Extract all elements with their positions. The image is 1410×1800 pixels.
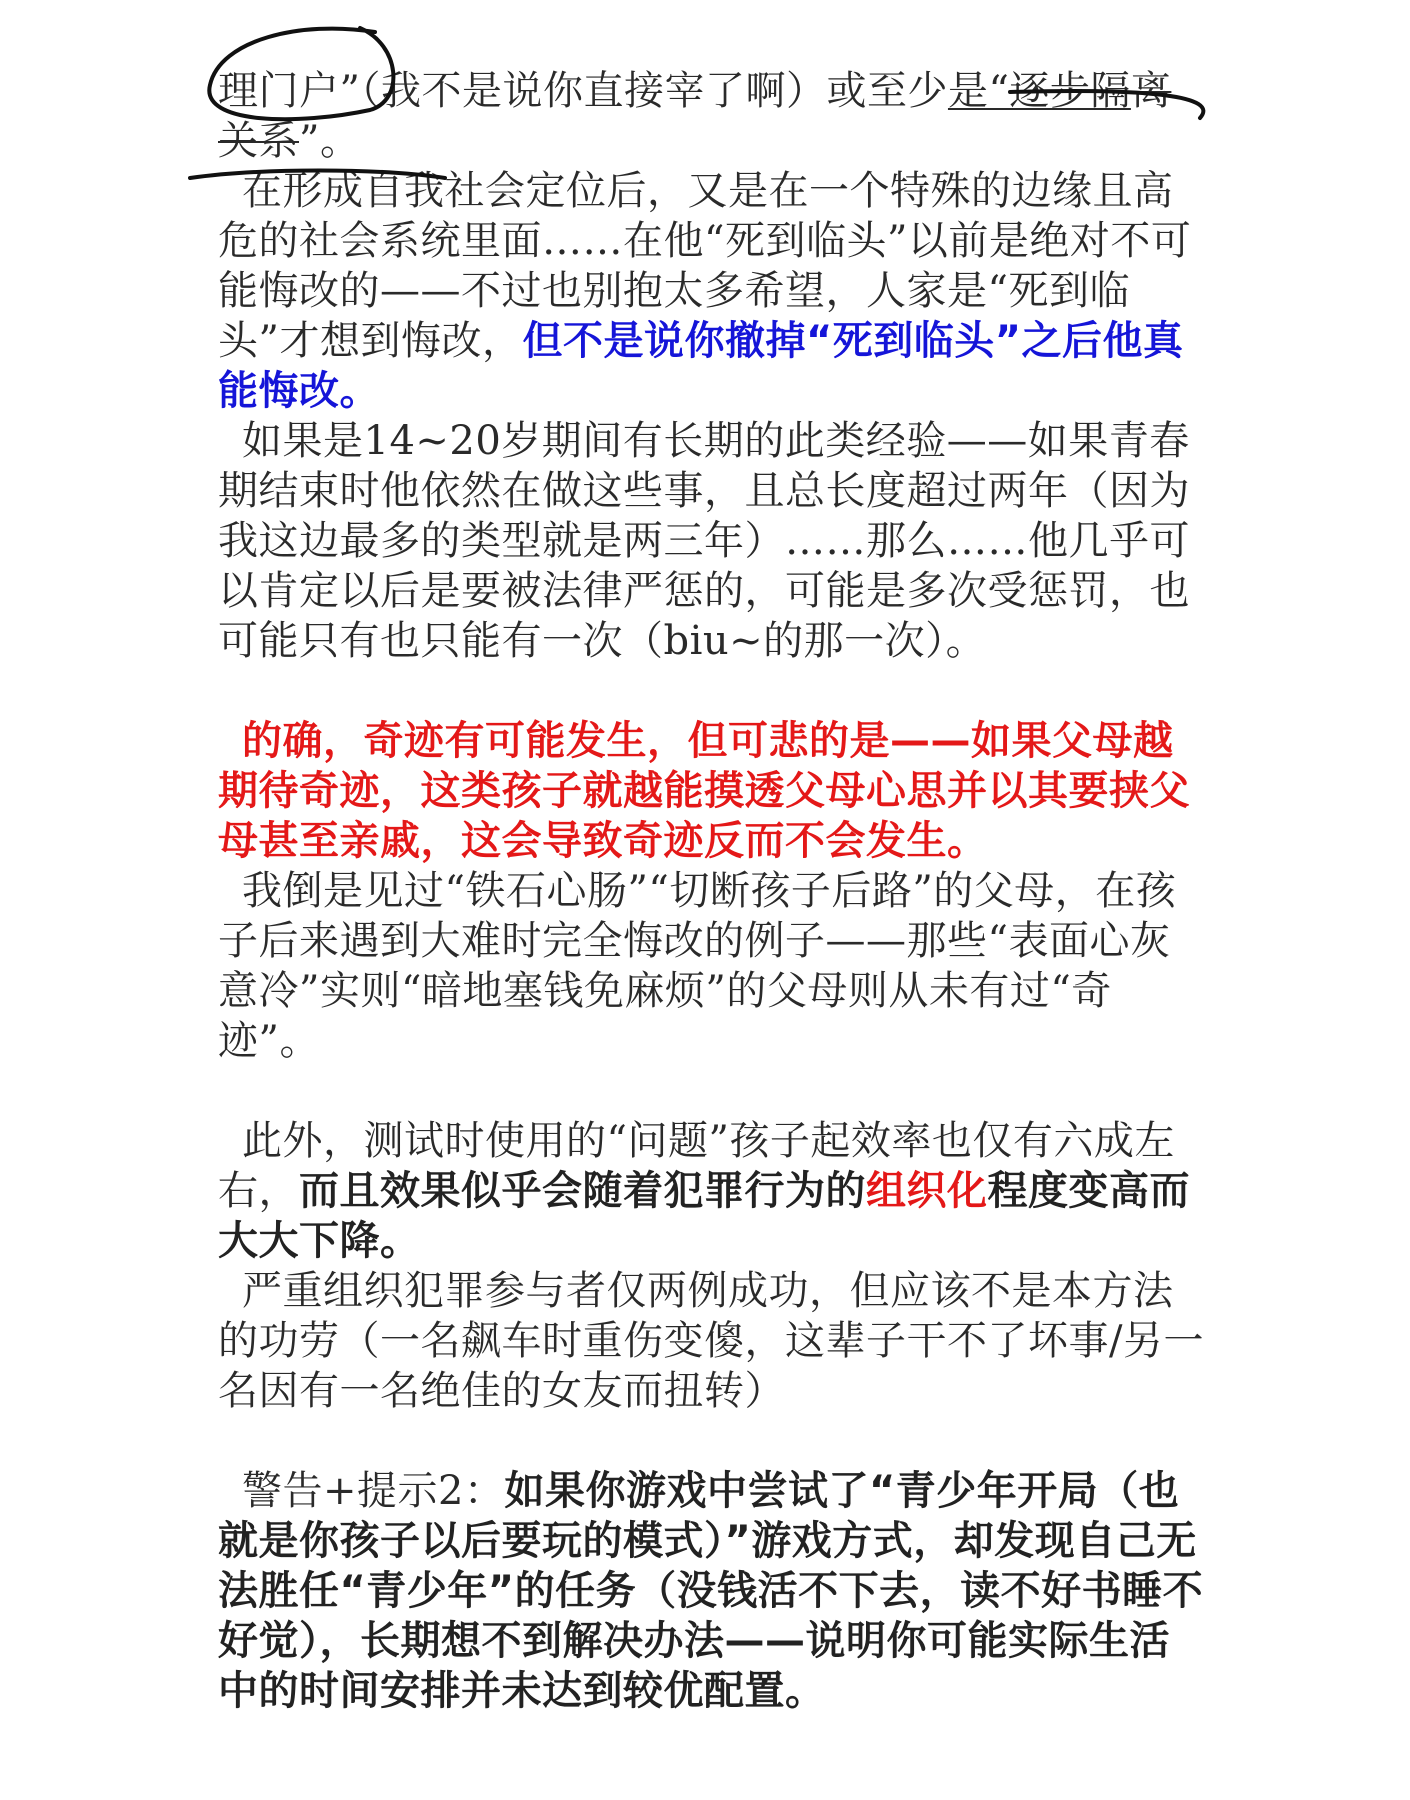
paragraph-3: 如果是14~20岁期间有长期的此类经验——如果青春期结束时他依然在做这些事，且总长度超过两年（因为我这边最多的类型就是两三年）……那么……他几乎可以肯定以后是要被法律严惩的，可能是多次受惩罚，也可能只有也只能有一次（biu~的那一次）。 (218, 418, 1190, 664)
paragraph-2 (218, 166, 1208, 416)
text-segment: 此外，测试时使用的“问题”孩子起效率也仅有六成左右， (218, 1118, 1175, 1214)
paragraph-8 (218, 1466, 1208, 1716)
text-segment: 理门户” (218, 68, 361, 114)
paragraph-1 (218, 66, 1208, 166)
struck-text: 离关系 (218, 68, 1172, 164)
blue-highlight: 但不是说你撤掉“死到临头”之后他真能悔改。 (218, 318, 1184, 414)
paragraph-4-warning: 的确，奇迹有可能发生，但可悲的是——如果父母越期待奇迹，这类孩子就越能摸透父母心思并以其要挟父母甚至亲戚，这会导致奇迹反而不会发生。 (218, 718, 1190, 864)
text-segment: 警告+提示2： (242, 1468, 505, 1514)
text-segment: （我不是说你直接宰了啊）或至少 (360, 68, 948, 114)
paragraph-7: 严重组织犯罪参与者仅两例成功，但应该不是本方法的功劳（一名飙车时重伤变傻，这辈子干不了坏事/另一名因有一名绝佳的女友而扭转） (218, 1268, 1204, 1414)
spacer (218, 1066, 1208, 1116)
text-segment: 在形成自我社会定位后，又是在一个特殊的边缘且高危的社会系统里面……在他“死到临头”以前是绝对不可能悔改的——不过也别抱太多希望，人家是“死到临头”才想到悔改， (218, 168, 1192, 364)
text-segment: ”。 (299, 118, 361, 164)
bold-text: 如果你游戏中尝试了“青少年开局（也就是你孩子以后要玩的模式）”游戏方式，却发现自己无法胜任“青少年”的任务（没钱活不下去，读不好书睡不好觉），长期想不到解决办法——说明你可能实际生活中的时间安排并未达到较优配置。 (218, 1468, 1204, 1714)
paragraph-6 (218, 1116, 1208, 1266)
spacer (218, 1416, 1208, 1466)
red-highlight: 组织化 (866, 1168, 988, 1214)
document-page (218, 66, 1208, 1716)
underlined-text: 是“逐步隔 (947, 68, 1131, 114)
bold-text: 程度变高而大大下降。 (218, 1168, 1190, 1264)
spacer (218, 666, 1208, 716)
paragraph-5: 我倒是见过“铁石心肠”“切断孩子后路”的父母，在孩子后来遇到大难时完全悔改的例子——那些“表面心灰意冷”实则“暗地塞钱免麻烦”的父母则从未有过“奇迹”。 (218, 868, 1177, 1064)
bold-text: 而且效果似乎会随着犯罪行为的 (299, 1168, 866, 1214)
